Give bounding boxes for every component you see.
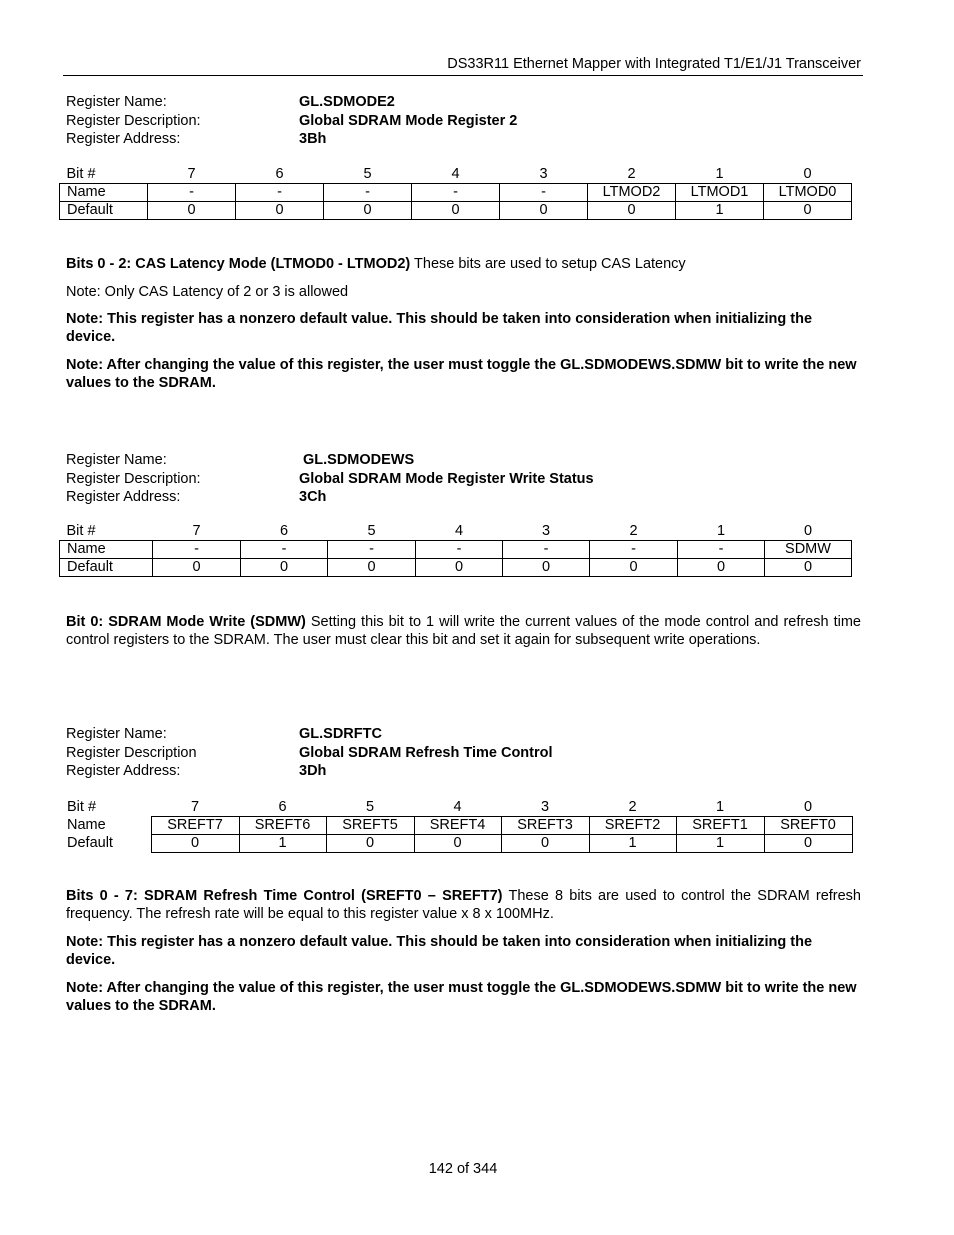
bit-number-row — [60, 799, 852, 817]
bit-name-cell: - — [153, 541, 241, 559]
default-value-cell: 0 — [416, 559, 503, 577]
note-toggle-sdmw: Note: After changing the value of this register, the user must toggle the GL.SDMODEWS.SDMW bit to write the new values to the SDRAM. — [66, 357, 857, 391]
register-description-label: Register Description — [66, 744, 197, 761]
register-address-label: Register Address: — [66, 763, 181, 779]
bit-description-sdmw — [66, 613, 861, 649]
register-name-value: GL.SDRFTC — [299, 726, 382, 742]
default-value-cell: 1 — [239, 835, 326, 853]
bit-number-cell: 0 — [803, 799, 813, 815]
bit-number-cell: 2 — [629, 523, 638, 539]
bit-number-cell: 3 — [541, 523, 551, 539]
register-description-value: Global SDRAM Mode Register 2 — [299, 112, 518, 129]
register-description-value: Global SDRAM Refresh Time Control — [299, 744, 553, 761]
default-value-cell: 1 — [589, 835, 676, 853]
bit-number-cell: 7 — [190, 799, 200, 815]
bit-name-cell: SREFT3 — [501, 817, 589, 835]
row-label: Default — [60, 559, 153, 577]
default-value-cell: 0 — [241, 559, 328, 577]
bit-name-row — [60, 541, 852, 559]
default-value-cell: 0 — [328, 559, 416, 577]
bits-description-heading: Bits 0 - 7: SDRAM Refresh Time Control (SREFT0 – SREFT7) — [66, 888, 503, 904]
note-nonzero-default: Note: This register has a nonzero default value. This should be taken into consideration when initializing the device. — [66, 934, 813, 968]
bit-number-cell: 4 — [453, 799, 462, 815]
row-label: Bit # — [66, 523, 96, 539]
default-value-row — [60, 202, 852, 220]
header-rule — [63, 75, 863, 76]
page-number: 142 of 344 — [428, 1161, 498, 1177]
bit-number-cell: 5 — [367, 523, 376, 539]
bit-name-cell: - — [416, 541, 503, 559]
bit-number-cell: 1 — [716, 523, 726, 539]
default-value-row — [60, 559, 852, 577]
register-description-value: Global SDRAM Mode Register Write Status — [299, 470, 594, 487]
bit-number-cell: 5 — [363, 166, 372, 182]
bit-name-cell: - — [412, 184, 500, 202]
bits-description-sdmode2 — [66, 255, 861, 273]
bit-name-cell: - — [500, 184, 588, 202]
default-value-cell: 0 — [500, 202, 588, 220]
default-value-cell: 0 — [764, 835, 852, 853]
note-toggle-sdmw: Note: After changing the value of this register, the user must toggle the GL.SDMODEWS.SDMW bit to write the new values to the SDRAM. — [66, 980, 857, 1014]
bit-number-cell: 7 — [192, 523, 201, 539]
register-address-value: 3Ch — [299, 489, 327, 505]
bit-name-cell: LTMOD0 — [764, 184, 852, 202]
register-address-label: Register Address: — [66, 489, 181, 505]
row-label: Default — [60, 202, 148, 220]
register-address-value: 3Bh — [299, 131, 327, 147]
default-value-cell: 0 — [678, 559, 765, 577]
bit-name-cell: SREFT1 — [676, 817, 764, 835]
bit-number-cell: 0 — [803, 523, 813, 539]
register-description-label: Register Description: — [66, 112, 201, 129]
default-value-cell: 0 — [151, 835, 239, 853]
document-header-title: DS33R11 Ethernet Mapper with Integrated T1/E1/J1 Transceiver — [447, 56, 861, 72]
bits-description-heading: Bits 0 - 2: CAS Latency Mode (LTMOD0 - LTMOD2) — [66, 256, 411, 272]
bit-number-cell: 2 — [627, 166, 636, 182]
bit-name-cell: SREFT0 — [764, 817, 852, 835]
row-label: Bit # — [66, 166, 96, 182]
default-value-row — [60, 835, 852, 853]
bit-name-cell: - — [324, 184, 412, 202]
bit-number-cell: 6 — [278, 799, 287, 815]
default-value-cell: 0 — [590, 559, 678, 577]
bits-description-text: These 8 bits are used to control the SDRAM refresh frequency. The refresh rate will be equal to this register value x 8 x 100MHz. — [66, 888, 861, 922]
bit-table-sdmode2 — [59, 166, 852, 220]
default-value-cell: 0 — [765, 559, 852, 577]
bit-name-row — [60, 817, 852, 835]
bit-number-cell: 5 — [365, 799, 375, 815]
bit-name-cell: SDMW — [765, 541, 852, 559]
bit-number-cell: 4 — [451, 166, 460, 182]
default-value-cell: 0 — [236, 202, 324, 220]
bit-name-row — [60, 184, 852, 202]
bit-name-cell: - — [328, 541, 416, 559]
register-description-label: Register Description: — [66, 470, 201, 487]
default-value-cell: 0 — [326, 835, 414, 853]
register-address-label: Register Address: — [66, 131, 181, 147]
bit-name-cell: - — [503, 541, 590, 559]
bit-name-cell: - — [590, 541, 678, 559]
row-label: Default — [67, 835, 113, 851]
row-label: Name — [60, 184, 148, 202]
bit-name-cell: SREFT7 — [151, 817, 239, 835]
register-name-label: Register Name: — [66, 452, 167, 468]
bit-number-cell: 2 — [628, 799, 637, 815]
bits-description-sreft — [66, 887, 861, 923]
bit-number-cell: 4 — [454, 523, 464, 539]
register-name-value: GL.SDMODE2 — [299, 94, 395, 110]
bit-description-heading: Bit 0: SDRAM Mode Write (SDMW) — [66, 614, 306, 630]
register-name-label: Register Name: — [66, 726, 167, 742]
bit-number-cell: 3 — [539, 166, 548, 182]
row-label: Name — [60, 541, 153, 559]
bit-number-cell: 6 — [275, 166, 284, 182]
bit-name-cell: LTMOD1 — [676, 184, 764, 202]
bit-name-cell: - — [678, 541, 765, 559]
bit-number-row — [60, 166, 852, 184]
default-value-cell: 0 — [412, 202, 500, 220]
bit-description-text: Setting this bit to 1 will write the current values of the mode control and refresh time control registers to the SDRAM. The user must clear this bit and set it again for subsequent write operations. — [66, 614, 861, 648]
bit-name-cell: - — [241, 541, 328, 559]
note-cas-latency: Note: Only CAS Latency of 2 or 3 is allowed — [66, 284, 349, 300]
bit-number-cell: 3 — [540, 799, 550, 815]
default-value-cell: 1 — [676, 835, 764, 853]
register-address-value: 3Dh — [299, 763, 327, 779]
bit-number-cell: 7 — [187, 166, 196, 182]
bits-description-text: These bits are used to setup CAS Latency — [410, 256, 686, 272]
bit-number-cell: 0 — [803, 166, 812, 182]
bit-name-cell: - — [148, 184, 236, 202]
default-value-cell: 1 — [676, 202, 764, 220]
default-value-cell: 0 — [324, 202, 412, 220]
register-name-label: Register Name: — [66, 94, 167, 110]
default-value-cell: 0 — [148, 202, 236, 220]
row-label: Name — [67, 817, 106, 833]
row-label: Bit # — [67, 799, 97, 816]
bit-number-cell: 1 — [715, 166, 724, 182]
bit-name-cell: SREFT6 — [239, 817, 326, 835]
bit-number-cell: 6 — [279, 523, 289, 539]
default-value-cell: 0 — [501, 835, 589, 853]
bit-name-cell: SREFT5 — [326, 817, 414, 835]
bit-number-row — [60, 523, 852, 541]
bit-number-cell: 1 — [715, 799, 725, 815]
bit-name-cell: SREFT4 — [414, 817, 501, 835]
default-value-cell: 0 — [153, 559, 241, 577]
bit-name-cell: LTMOD2 — [588, 184, 676, 202]
default-value-cell: 0 — [414, 835, 501, 853]
default-value-cell: 0 — [764, 202, 852, 220]
register-name-value: GL.SDMODEWS — [303, 452, 415, 468]
bit-table-sdrftc — [60, 799, 853, 853]
default-value-cell: 0 — [503, 559, 590, 577]
default-value-cell: 0 — [588, 202, 676, 220]
bit-name-cell: SREFT2 — [589, 817, 676, 835]
bit-name-cell: - — [236, 184, 324, 202]
bit-table-sdmodews — [59, 523, 852, 577]
note-nonzero-default: Note: This register has a nonzero default value. This should be taken into consideration when initializing the device. — [66, 311, 813, 345]
